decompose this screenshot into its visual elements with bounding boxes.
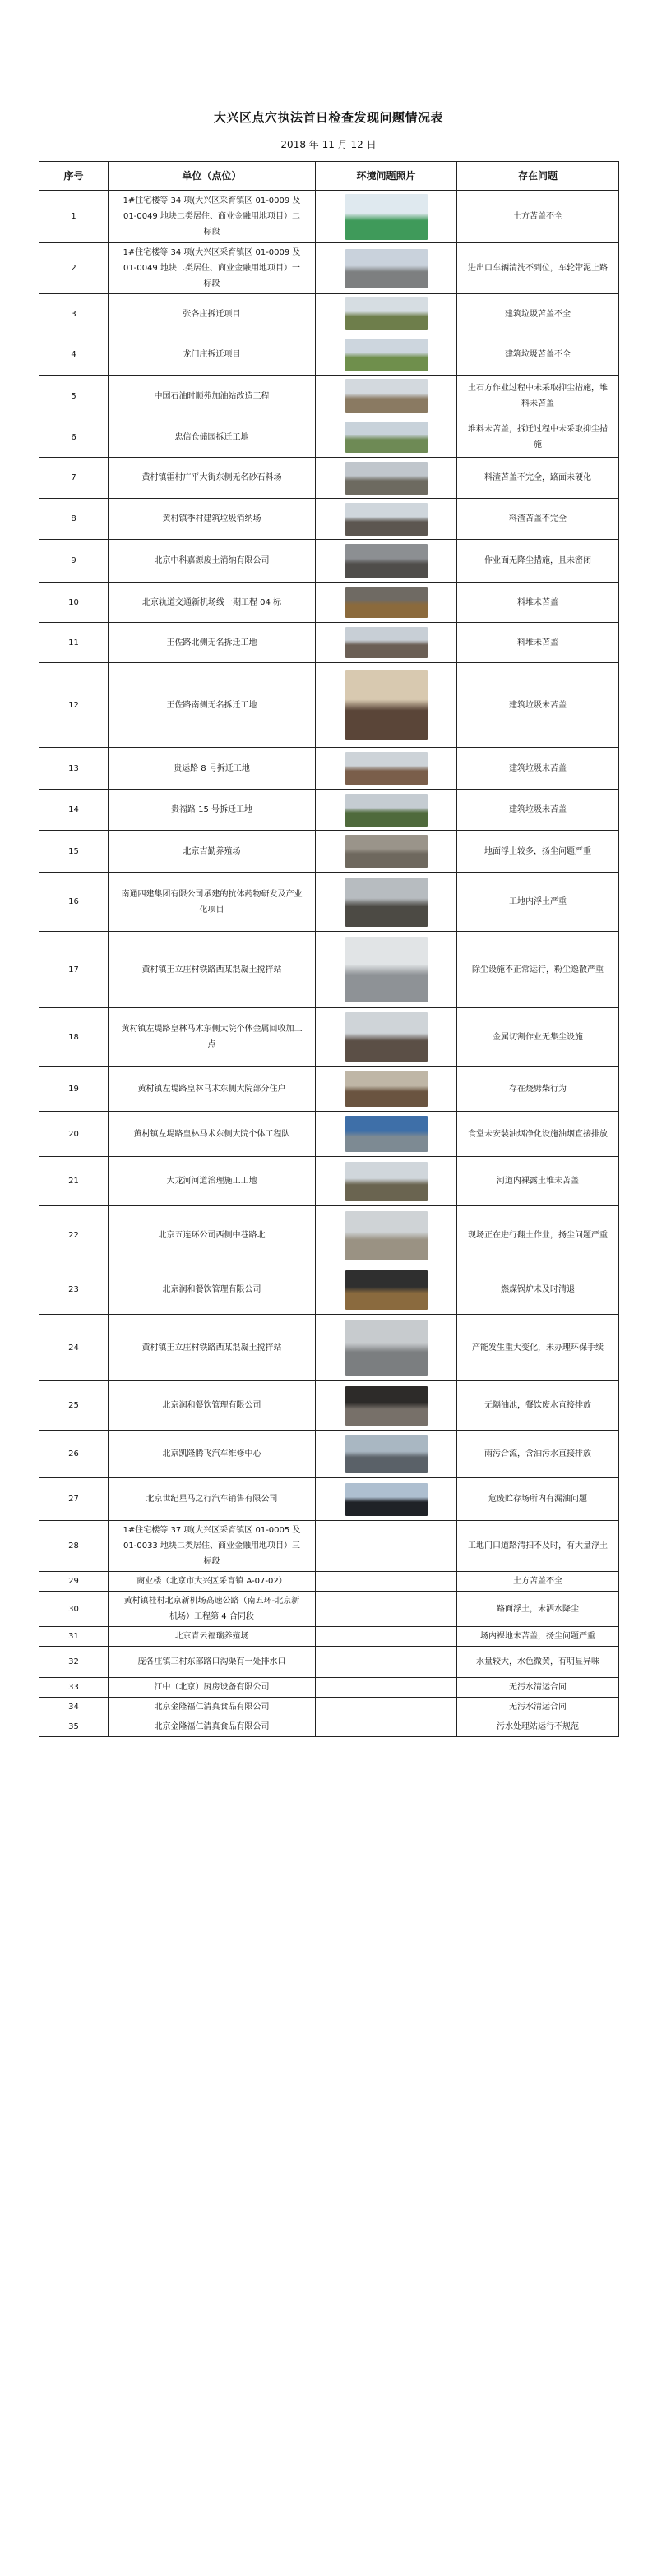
table-row bbox=[39, 1112, 619, 1157]
cell-no: 24 bbox=[39, 1315, 109, 1381]
site-photo bbox=[345, 1012, 428, 1062]
table-row bbox=[39, 499, 619, 540]
cell-issue: 存在烧劈柴行为 bbox=[457, 1067, 619, 1112]
cell-no: 31 bbox=[39, 1627, 109, 1647]
table-header-row bbox=[39, 162, 619, 191]
cell-photo bbox=[316, 790, 457, 831]
table-row bbox=[39, 1478, 619, 1521]
cell-no: 8 bbox=[39, 499, 109, 540]
table-row bbox=[39, 1265, 619, 1315]
table-row bbox=[39, 376, 619, 417]
page-title: 大兴区点穴执法首日检查发现问题情况表 bbox=[213, 110, 443, 125]
site-photo bbox=[345, 752, 428, 785]
cell-photo bbox=[316, 1206, 457, 1265]
cell-issue: 料渣苫盖不完全 bbox=[457, 499, 619, 540]
cell-unit: 北京润和餐饮管理有限公司 bbox=[109, 1381, 316, 1431]
cell-photo bbox=[316, 1698, 457, 1717]
cell-unit: 黄村镇桂村北京新机场高速公路（南五环-北京新机场）工程第 4 合同段 bbox=[109, 1592, 316, 1627]
cell-no: 34 bbox=[39, 1698, 109, 1717]
cell-issue: 水量较大，水色微黄，有明显异味 bbox=[457, 1647, 619, 1678]
cell-issue: 场内裸地未苫盖，扬尘问题严重 bbox=[457, 1627, 619, 1647]
table-row bbox=[39, 932, 619, 1008]
cell-photo bbox=[316, 748, 457, 790]
site-photo bbox=[345, 422, 428, 453]
cell-no: 11 bbox=[39, 623, 109, 663]
table-row bbox=[39, 1678, 619, 1698]
cell-no: 21 bbox=[39, 1157, 109, 1206]
table-row bbox=[39, 1381, 619, 1431]
site-photo bbox=[345, 249, 428, 288]
cell-issue: 危废贮存场所内有漏油问题 bbox=[457, 1478, 619, 1521]
cell-unit: 黄村镇王立庄村铁路西某混凝土搅拌站 bbox=[109, 932, 316, 1008]
cell-photo bbox=[316, 499, 457, 540]
cell-unit: 黄村镇左堤路皇林马术东侧大院个体金属回收加工点 bbox=[109, 1008, 316, 1067]
site-photo bbox=[345, 1162, 428, 1201]
site-photo bbox=[345, 1320, 428, 1376]
cell-no: 16 bbox=[39, 873, 109, 932]
cell-no: 10 bbox=[39, 583, 109, 623]
cell-unit: 1#住宅楼等 34 项(大兴区采育镇区 01-0009 及 01-0049 地块二类居住、商业金融用地项目）一标段 bbox=[109, 243, 316, 294]
table-row bbox=[39, 1431, 619, 1478]
cell-issue: 料堆未苫盖 bbox=[457, 583, 619, 623]
cell-no: 25 bbox=[39, 1381, 109, 1431]
cell-issue: 路面浮土，未洒水降尘 bbox=[457, 1592, 619, 1627]
cell-no: 1 bbox=[39, 191, 109, 243]
cell-issue: 土方苫盖不全 bbox=[457, 191, 619, 243]
header-photo: 环境问题照片 bbox=[316, 162, 457, 191]
cell-photo bbox=[316, 623, 457, 663]
cell-no: 5 bbox=[39, 376, 109, 417]
table-row bbox=[39, 1647, 619, 1678]
table-row bbox=[39, 1717, 619, 1737]
cell-issue: 进出口车辆清洗不到位，车轮带泥上路 bbox=[457, 243, 619, 294]
table-row bbox=[39, 873, 619, 932]
cell-unit: 张各庄拆迁项目 bbox=[109, 294, 316, 334]
cell-photo bbox=[316, 1572, 457, 1592]
cell-photo bbox=[316, 1678, 457, 1698]
cell-unit: 北京金隆福仁清真食品有限公司 bbox=[109, 1717, 316, 1737]
cell-issue: 雨污合流，含油污水直接排放 bbox=[457, 1431, 619, 1478]
table-row bbox=[39, 243, 619, 294]
cell-photo bbox=[316, 1157, 457, 1206]
table-row bbox=[39, 663, 619, 748]
table-row bbox=[39, 748, 619, 790]
cell-unit: 北京吉勤养殖场 bbox=[109, 831, 316, 873]
cell-no: 29 bbox=[39, 1572, 109, 1592]
cell-photo bbox=[316, 191, 457, 243]
cell-issue: 建筑垃圾苫盖不全 bbox=[457, 334, 619, 376]
cell-unit: 北京凯隆腾飞汽车维修中心 bbox=[109, 1431, 316, 1478]
table-row bbox=[39, 1206, 619, 1265]
cell-no: 30 bbox=[39, 1592, 109, 1627]
cell-issue: 食堂未安装油烟净化设施油烟直接排放 bbox=[457, 1112, 619, 1157]
cell-issue: 料渣苫盖不完全，路面未硬化 bbox=[457, 458, 619, 499]
header-issue: 存在问题 bbox=[457, 162, 619, 191]
cell-issue: 工地门口道路清扫不及时，有大量浮土 bbox=[457, 1521, 619, 1572]
cell-photo bbox=[316, 1381, 457, 1431]
cell-unit: 黄村镇王立庄村铁路西某混凝土搅拌站 bbox=[109, 1315, 316, 1381]
cell-unit: 北京润和餐饮管理有限公司 bbox=[109, 1265, 316, 1315]
table-row bbox=[39, 294, 619, 334]
cell-unit: 大龙河河道治理施工工地 bbox=[109, 1157, 316, 1206]
cell-issue: 建筑垃圾未苫盖 bbox=[457, 663, 619, 748]
cell-photo bbox=[316, 1431, 457, 1478]
cell-no: 18 bbox=[39, 1008, 109, 1067]
site-photo bbox=[345, 379, 428, 413]
cell-unit: 北京世纪星马之行汽车销售有限公司 bbox=[109, 1478, 316, 1521]
site-photo bbox=[345, 1386, 428, 1426]
site-photo bbox=[345, 339, 428, 371]
cell-no: 14 bbox=[39, 790, 109, 831]
cell-photo bbox=[316, 1647, 457, 1678]
cell-no: 32 bbox=[39, 1647, 109, 1678]
site-photo bbox=[345, 670, 428, 740]
cell-unit: 1#住宅楼等 34 项(大兴区采育镇区 01-0009 及 01-0049 地块二类居住、商业金融用地项目）二标段 bbox=[109, 191, 316, 243]
site-photo bbox=[345, 1071, 428, 1107]
cell-no: 28 bbox=[39, 1521, 109, 1572]
cell-issue: 河道内裸露土堆未苫盖 bbox=[457, 1157, 619, 1206]
header-unit: 单位（点位） bbox=[109, 162, 316, 191]
cell-photo bbox=[316, 583, 457, 623]
cell-issue: 建筑垃圾苫盖不全 bbox=[457, 294, 619, 334]
site-photo bbox=[345, 878, 428, 927]
site-photo bbox=[345, 835, 428, 868]
cell-unit: 南通四建集团有限公司承建的抗体药物研发及产业化项目 bbox=[109, 873, 316, 932]
cell-photo bbox=[316, 1627, 457, 1647]
table-row bbox=[39, 1627, 619, 1647]
cell-photo bbox=[316, 1478, 457, 1521]
site-photo bbox=[345, 1435, 428, 1473]
site-photo bbox=[345, 297, 428, 330]
cell-issue: 工地内浮土严重 bbox=[457, 873, 619, 932]
cell-unit: 贵运路 8 号拆迁工地 bbox=[109, 748, 316, 790]
report-date: 2018 年 11 月 12 日 bbox=[280, 139, 377, 150]
site-photo bbox=[345, 1211, 428, 1260]
site-photo bbox=[345, 1483, 428, 1516]
table-row bbox=[39, 191, 619, 243]
cell-no: 35 bbox=[39, 1717, 109, 1737]
cell-no: 15 bbox=[39, 831, 109, 873]
site-photo bbox=[345, 544, 428, 578]
table-row bbox=[39, 417, 619, 458]
cell-no: 27 bbox=[39, 1478, 109, 1521]
site-photo bbox=[345, 462, 428, 495]
site-photo bbox=[345, 587, 428, 618]
cell-photo bbox=[316, 1112, 457, 1157]
cell-issue: 现场正在进行翻土作业，扬尘问题严重 bbox=[457, 1206, 619, 1265]
site-photo bbox=[345, 937, 428, 1002]
table-row bbox=[39, 583, 619, 623]
cell-photo bbox=[316, 458, 457, 499]
cell-photo bbox=[316, 417, 457, 458]
cell-photo bbox=[316, 1265, 457, 1315]
table-row bbox=[39, 1315, 619, 1381]
table-row bbox=[39, 1698, 619, 1717]
cell-issue: 污水处理站运行不规范 bbox=[457, 1717, 619, 1737]
cell-issue: 无污水清运合同 bbox=[457, 1698, 619, 1717]
site-photo bbox=[345, 503, 428, 536]
cell-photo bbox=[316, 873, 457, 932]
cell-issue: 金属切割作业无集尘设施 bbox=[457, 1008, 619, 1067]
table-row bbox=[39, 831, 619, 873]
site-photo bbox=[345, 627, 428, 658]
cell-photo bbox=[316, 663, 457, 748]
cell-no: 6 bbox=[39, 417, 109, 458]
cell-unit: 北京轨道交通新机场线一期工程 04 标 bbox=[109, 583, 316, 623]
cell-photo bbox=[316, 294, 457, 334]
cell-unit: 江中（北京）厨房设备有限公司 bbox=[109, 1678, 316, 1698]
issues-table bbox=[39, 161, 619, 1737]
cell-unit: 北京中科嘉源废土消纳有限公司 bbox=[109, 540, 316, 583]
site-photo bbox=[345, 1116, 428, 1152]
cell-photo bbox=[316, 376, 457, 417]
cell-issue: 作业面无降尘措施，且未密闭 bbox=[457, 540, 619, 583]
cell-no: 20 bbox=[39, 1112, 109, 1157]
cell-no: 2 bbox=[39, 243, 109, 294]
cell-unit: 庞各庄镇三村东部路口沟渠有一处排水口 bbox=[109, 1647, 316, 1678]
cell-unit: 北京金隆福仁清真食品有限公司 bbox=[109, 1698, 316, 1717]
cell-photo bbox=[316, 932, 457, 1008]
cell-issue: 土方苫盖不全 bbox=[457, 1572, 619, 1592]
cell-unit: 黄村镇季村建筑垃圾消纳场 bbox=[109, 499, 316, 540]
cell-no: 33 bbox=[39, 1678, 109, 1698]
cell-unit: 北京五连环公司西侧中巷路北 bbox=[109, 1206, 316, 1265]
cell-issue: 无污水清运合同 bbox=[457, 1678, 619, 1698]
cell-photo bbox=[316, 831, 457, 873]
cell-unit: 龙门庄拆迁项目 bbox=[109, 334, 316, 376]
cell-no: 23 bbox=[39, 1265, 109, 1315]
cell-unit: 商业楼（北京市大兴区采育镇 A-07-02） bbox=[109, 1572, 316, 1592]
cell-no: 7 bbox=[39, 458, 109, 499]
cell-no: 17 bbox=[39, 932, 109, 1008]
cell-no: 22 bbox=[39, 1206, 109, 1265]
cell-issue: 产能发生重大变化，未办理环保手续 bbox=[457, 1315, 619, 1381]
cell-photo bbox=[316, 540, 457, 583]
cell-issue: 料堆未苫盖 bbox=[457, 623, 619, 663]
cell-issue: 无隔油池，餐饮废水直接排放 bbox=[457, 1381, 619, 1431]
table-row bbox=[39, 540, 619, 583]
cell-photo bbox=[316, 1592, 457, 1627]
cell-unit: 贵福路 15 号拆迁工地 bbox=[109, 790, 316, 831]
table-row bbox=[39, 1008, 619, 1067]
site-photo bbox=[345, 1270, 428, 1310]
table-body bbox=[39, 191, 619, 1737]
cell-issue: 堆料未苫盖，拆迁过程中未采取抑尘措施 bbox=[457, 417, 619, 458]
cell-photo bbox=[316, 334, 457, 376]
header-no: 序号 bbox=[39, 162, 109, 191]
table-row bbox=[39, 790, 619, 831]
site-photo bbox=[345, 794, 428, 827]
cell-issue: 建筑垃圾未苫盖 bbox=[457, 748, 619, 790]
cell-no: 26 bbox=[39, 1431, 109, 1478]
cell-no: 12 bbox=[39, 663, 109, 748]
cell-no: 19 bbox=[39, 1067, 109, 1112]
cell-photo bbox=[316, 1717, 457, 1737]
cell-no: 4 bbox=[39, 334, 109, 376]
cell-unit: 黄村镇霍村广平大街东侧无名砂石料场 bbox=[109, 458, 316, 499]
cell-unit: 1#住宅楼等 37 项(大兴区采育镇区 01-0005 及 01-0033 地块二类居住、商业金融用地项目）三标段 bbox=[109, 1521, 316, 1572]
cell-unit: 黄村镇左堤路皇林马术东侧大院个体工程队 bbox=[109, 1112, 316, 1157]
table-row bbox=[39, 1157, 619, 1206]
cell-unit: 忠信仓储园拆迁工地 bbox=[109, 417, 316, 458]
table-row bbox=[39, 1572, 619, 1592]
cell-unit: 黄村镇左堤路皇林马术东侧大院部分住户 bbox=[109, 1067, 316, 1112]
table-row bbox=[39, 1592, 619, 1627]
table-row bbox=[39, 1067, 619, 1112]
cell-no: 13 bbox=[39, 748, 109, 790]
site-photo bbox=[345, 194, 428, 240]
table-row bbox=[39, 1521, 619, 1572]
table-row bbox=[39, 458, 619, 499]
cell-issue: 土石方作业过程中未采取抑尘措施，堆料未苫盖 bbox=[457, 376, 619, 417]
cell-photo bbox=[316, 1008, 457, 1067]
table-row bbox=[39, 623, 619, 663]
cell-unit: 王佐路北侧无名拆迁工地 bbox=[109, 623, 316, 663]
cell-no: 9 bbox=[39, 540, 109, 583]
cell-issue: 建筑垃圾未苫盖 bbox=[457, 790, 619, 831]
cell-photo bbox=[316, 1315, 457, 1381]
cell-issue: 燃煤锅炉未及时清退 bbox=[457, 1265, 619, 1315]
cell-unit: 北京青云福瑞养殖场 bbox=[109, 1627, 316, 1647]
cell-photo bbox=[316, 1067, 457, 1112]
cell-no: 3 bbox=[39, 294, 109, 334]
cell-issue: 除尘设施不正常运行，粉尘逸散严重 bbox=[457, 932, 619, 1008]
table-row bbox=[39, 334, 619, 376]
cell-unit: 中国石油时顺苑加油站改造工程 bbox=[109, 376, 316, 417]
cell-unit: 王佐路南侧无名拆迁工地 bbox=[109, 663, 316, 748]
cell-issue: 地面浮土较多，扬尘问题严重 bbox=[457, 831, 619, 873]
cell-photo bbox=[316, 1521, 457, 1572]
cell-photo bbox=[316, 243, 457, 294]
